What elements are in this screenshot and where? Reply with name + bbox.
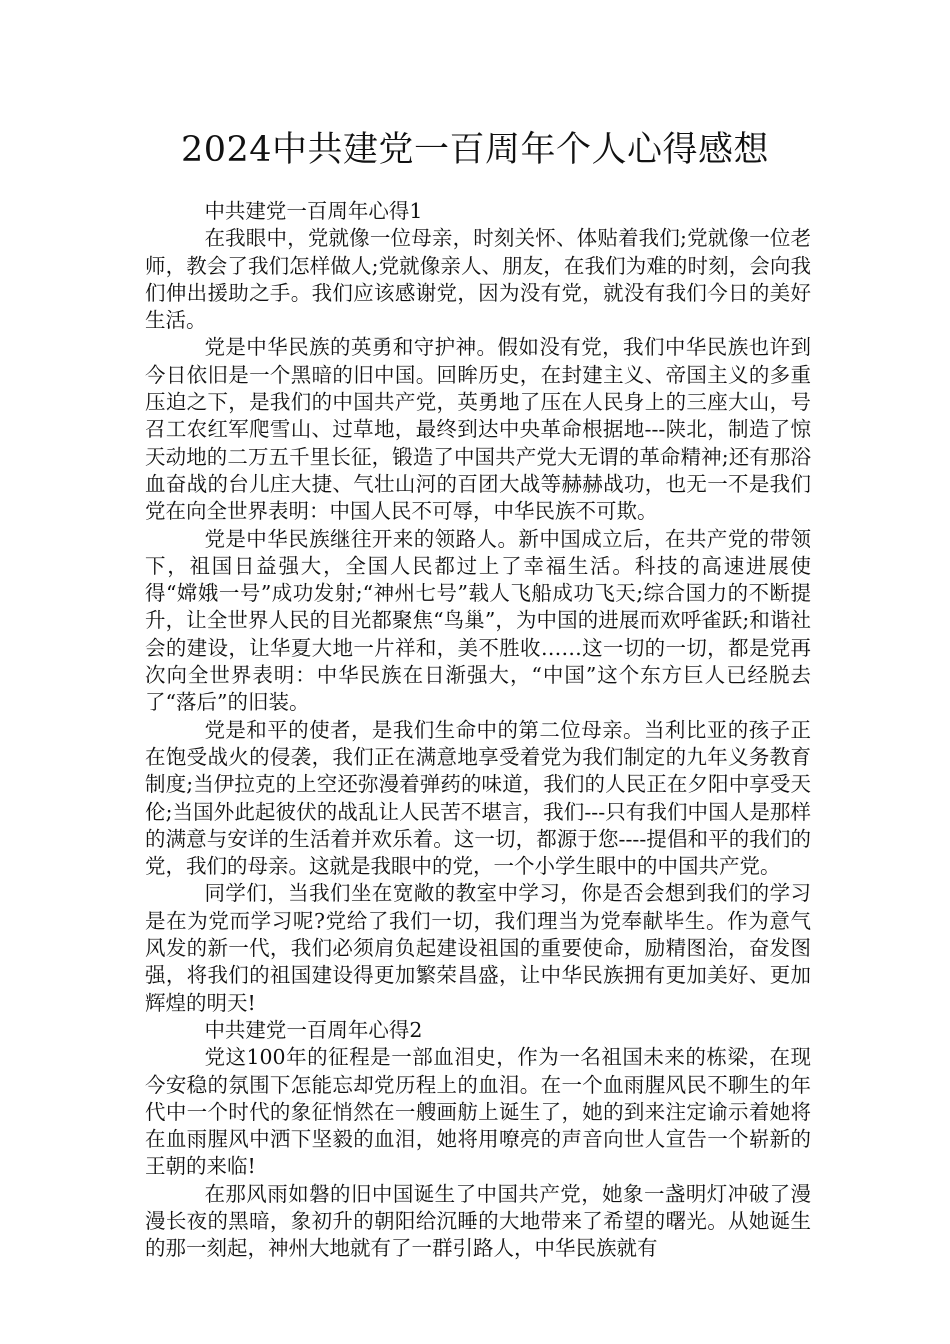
document-title: 2024中共建党一百周年个人心得感想 [180, 130, 770, 170]
paragraph: 党这100年的征程是一部血泪史，作为一名祖国未来的栋梁，在现今安稳的氛围下怎能忘却党历程上的血泪。在一个血雨腥风民不聊生的年代中一个时代的象征悄然在一艘画舫上诞生了，她的到来注定谕示着她将在血雨腥风中洒下坚毅的血泪，她将用嘹亮的声音向世人宣告一个崭新的王朝的来临! [145, 1045, 811, 1179]
section-heading-1: 中共建党一百周年心得1 [204, 199, 423, 223]
paragraph: 党是和平的使者，是我们生命中的第二位母亲。当利比亚的孩子正在饱受战火的侵袭，我们正在满意地享受着党为我们制定的九年义务教育制度;当伊拉克的上空还弥漫着弹药的味道，我们的人民正在夕阳中享受天伦;当国外此起彼伏的战乱让人民苦不堪言，我们---只有我们中国人是那样的满意与安详的生活着并欢乐着。这一切，都源于您----提倡和平的我们的党，我们的母亲。这就是我眼中的党，一个小学生眼中的中国共产党。 [145, 717, 811, 879]
document-body [145, 198, 811, 1263]
paragraph: 党是中华民族继往开来的领路人。新中国成立后，在共产党的带领下，祖国日益强大，全国人民都过上了幸福生活。科技的高速进展使得“嫦娥一号”成功发射;“神州七号”载人飞船成功飞天;综合国力的不断提升，让全世界人民的目光都聚焦“鸟巢”，为中国的进展而欢呼雀跃;和谐社会的建设，让华夏大地一片祥和，美不胜收……这一切的一切，都是党再次向全世界表明：中华民族在日渐强大，“中国”这个东方巨人已经脱去了“落后”的旧装。 [145, 526, 811, 715]
paragraph: 在我眼中，党就像一位母亲，时刻关怀、体贴着我们;党就像一位老师，教会了我们怎样做人;党就像亲人、朋友，在我们为难的时刻，会向我们伸出援助之手。我们应该感谢党，因为没有党，就没有我们今日的美好生活。 [145, 226, 811, 333]
paragraph: 在那风雨如磐的旧中国诞生了中国共产党，她象一盏明灯冲破了漫漫长夜的黑暗，象初升的朝阳给沉睡的大地带来了希望的曙光。从她诞生的那一刻起，神州大地就有了一群引路人，中华民族就有 [145, 1181, 811, 1261]
section-heading-2: 中共建党一百周年心得2 [204, 1017, 423, 1042]
paragraph: 同学们，当我们坐在宽敞的教室中学习，你是否会想到我们的学习是在为党而学习呢?党给了我们一切，我们理当为党奉献毕生。作为意气风发的新一代，我们必须肩负起建设祖国的重要使命，励精图治，奋发图强，将我们的祖国建设得更加繁荣昌盛，让中华民族拥有更加美好、更加辉煌的明天! [145, 881, 811, 1015]
paragraph: 党是中华民族的英勇和守护神。假如没有党，我们中华民族也许到今日依旧是一个黑暗的旧中国。回眸历史，在封建主义、帝国主义的多重压迫之下，是我们的中国共产党，英勇地了压在人民身上的三座大山，号召工农红军爬雪山、过草地，最终到达中央革命根据地---陕北，制造了惊天动地的二万五千里长征，锻造了中国共产党大无谓的革命精神;还有那浴血奋战的台儿庄大捷、气壮山河的百团大战等赫赫战功，也无一不是我们党在向全世界表明：中国人民不可辱，中华民族不可欺。 [145, 335, 811, 524]
